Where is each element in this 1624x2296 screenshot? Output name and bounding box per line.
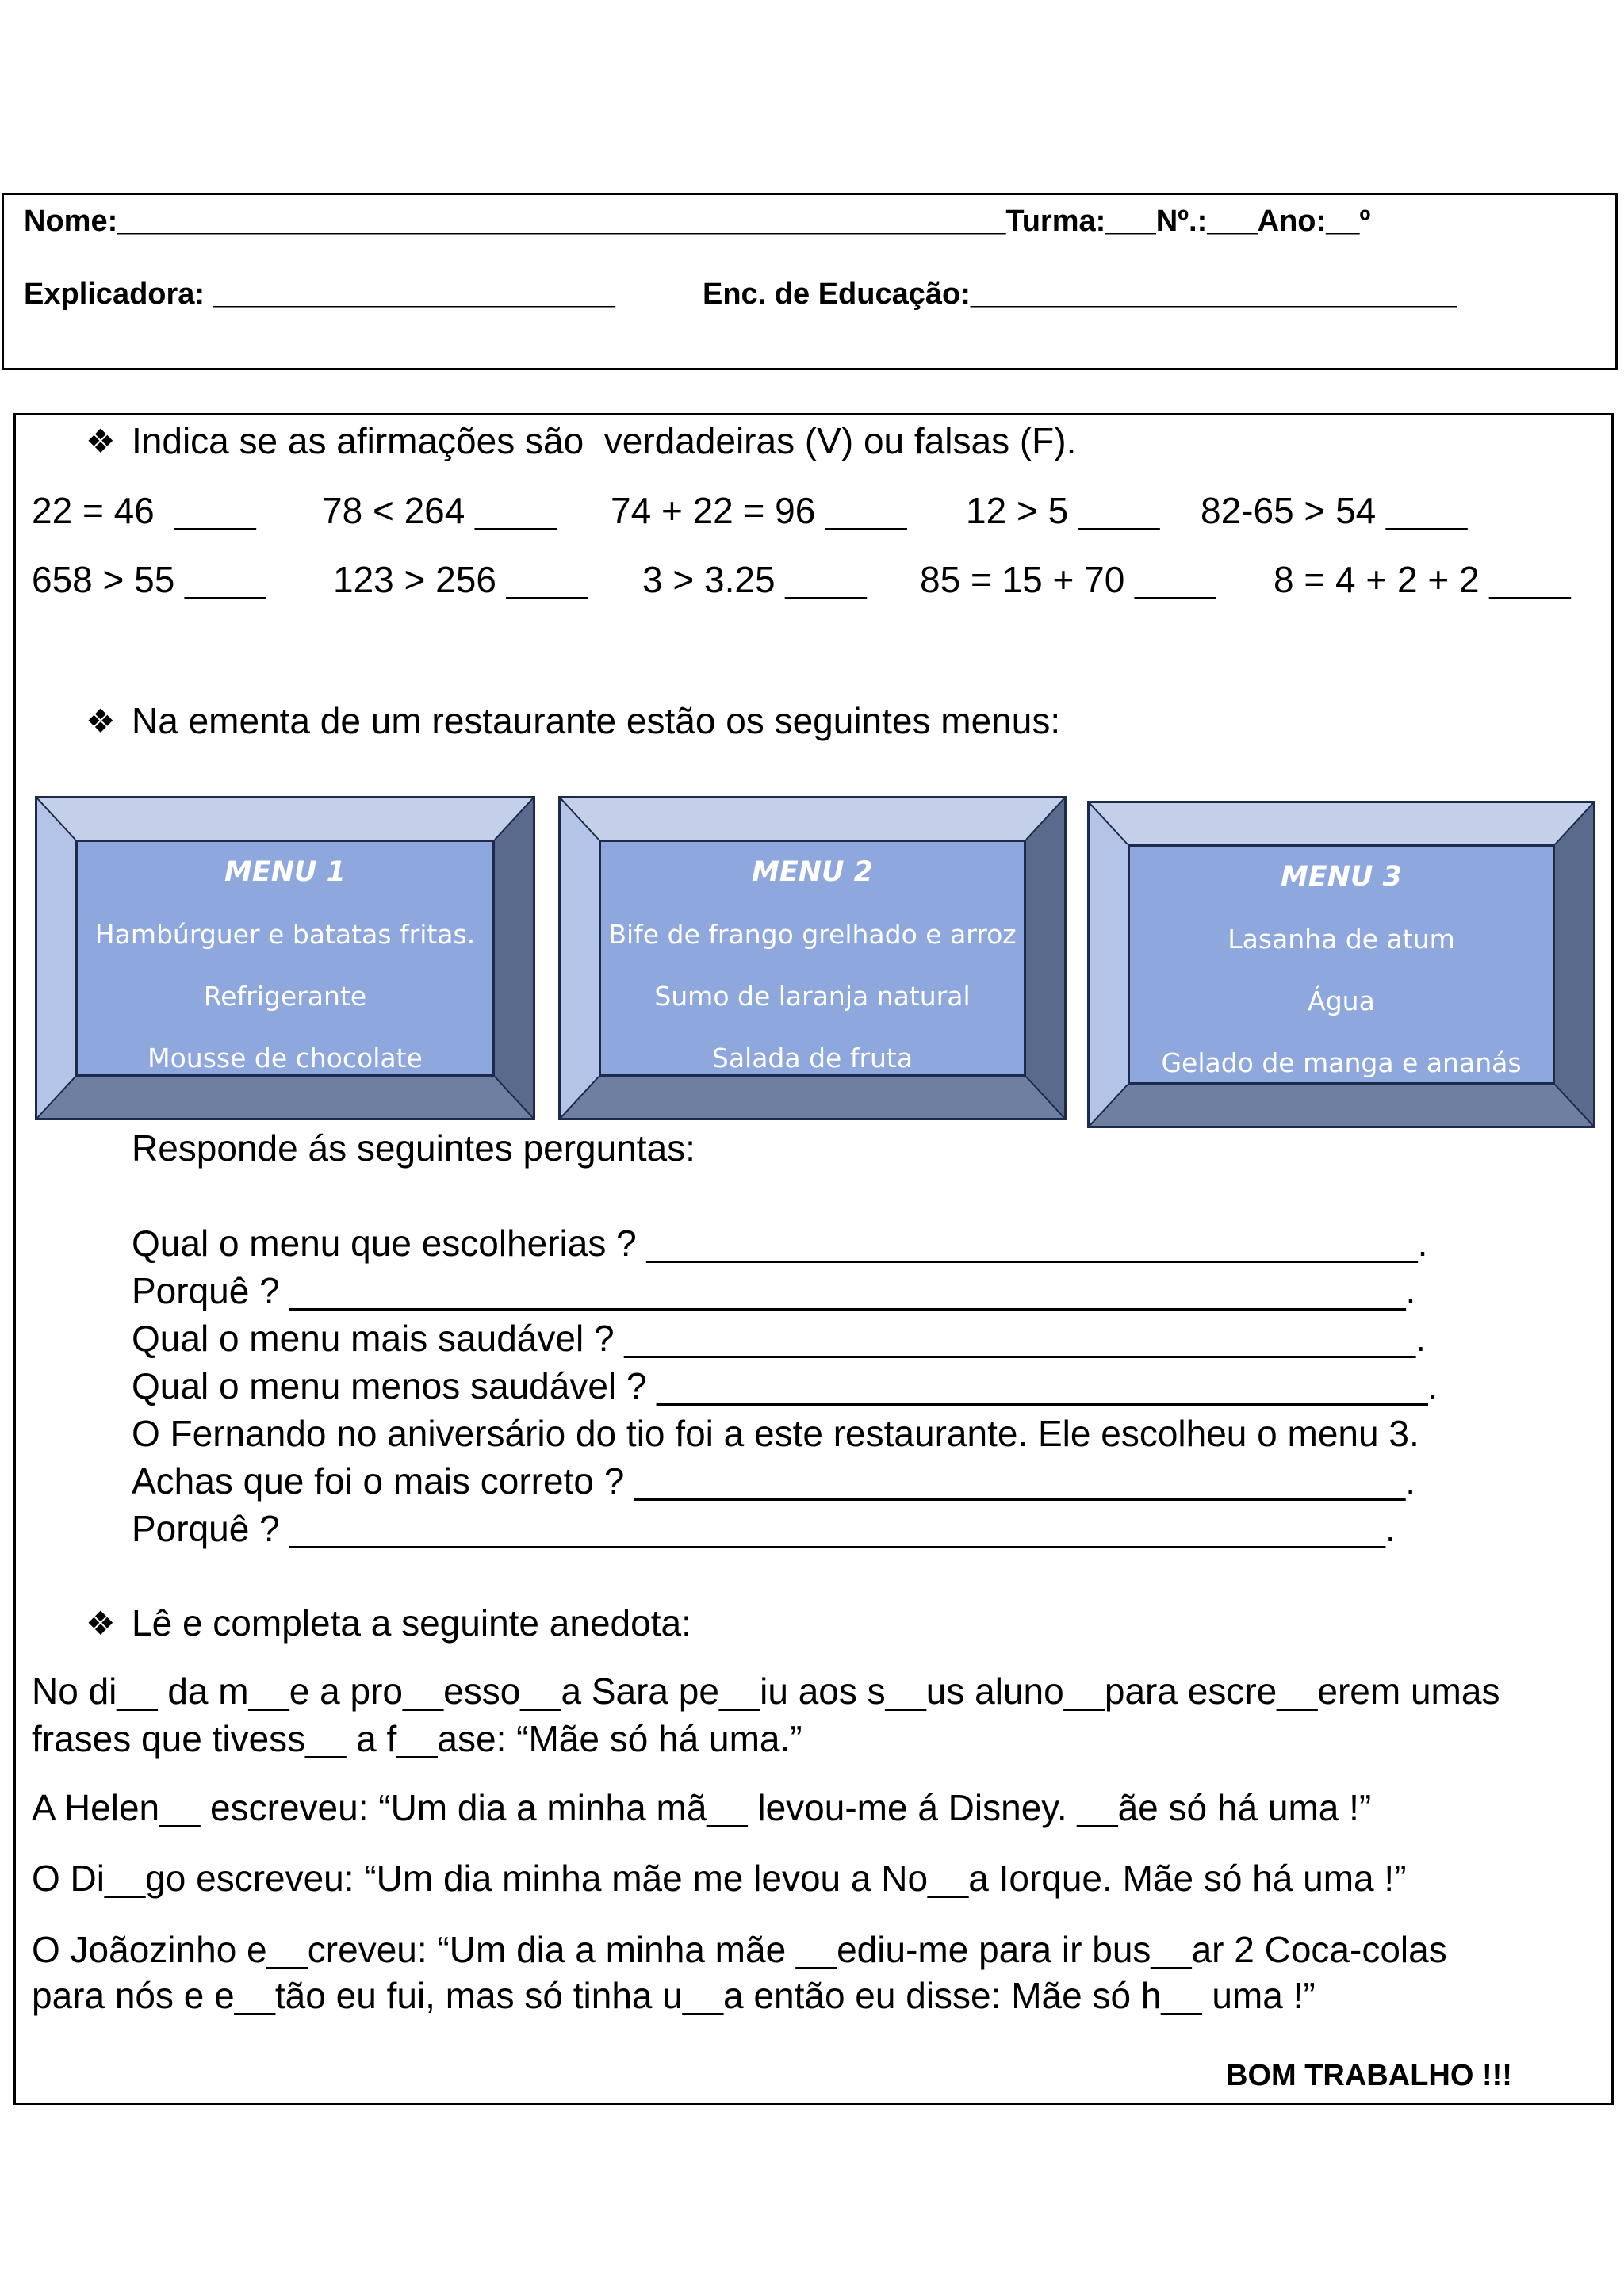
bullet-icon: ❖ bbox=[86, 423, 116, 460]
menu-title: MENU 2 bbox=[752, 856, 873, 888]
story-line: para nós e e__tão eu fui, mas só tinha u__a então eu disse: Mãe só h__ uma !” bbox=[32, 1975, 1316, 2016]
question-line: Porquê ? ______________________________________________________. bbox=[132, 1508, 1396, 1549]
story-line: frases que tivess__ a f__ase: “Mãe só há uma.” bbox=[32, 1718, 802, 1759]
menu-item: Mousse de chocolate bbox=[147, 1043, 423, 1073]
menu-item: Lasanha de atum bbox=[1228, 924, 1455, 955]
menu-item: Sumo de laranja natural bbox=[654, 981, 971, 1012]
statement: 3 > 3.25 ____ bbox=[642, 559, 867, 600]
menu-title: MENU 1 bbox=[224, 856, 346, 888]
statement: 123 > 256 ____ bbox=[333, 559, 588, 600]
menu-panel bbox=[75, 840, 495, 1077]
question-line: Achas que foi o mais correto ? ______________________________________. bbox=[132, 1460, 1416, 1502]
story-line: O Joãozinho e__creveu: “Um dia a minha mãe __ediu-me para ir bus__ar 2 Coca-colas bbox=[32, 1929, 1447, 1970]
menu-item: Hambúrguer e batatas fritas. bbox=[94, 919, 476, 950]
exercise3-instruction: Lê e completa a seguinte anedota: bbox=[132, 1602, 691, 1644]
questions-prompt: Responde ás seguintes perguntas: bbox=[132, 1127, 695, 1169]
menu-panel bbox=[1128, 844, 1555, 1085]
menu-card-2 bbox=[558, 796, 1067, 1120]
name-class-line: Nome:_____________________________________________________Turma:___Nº.:___Ano:__º bbox=[24, 205, 1371, 238]
menu-item: Salada de fruta bbox=[711, 1043, 914, 1073]
statement: 82-65 > 54 ____ bbox=[1201, 490, 1468, 531]
bullet-icon: ❖ bbox=[86, 1605, 116, 1642]
menu-item: Gelado de manga e ananás bbox=[1161, 1047, 1522, 1078]
exercise1-instruction: Indica se as afirmações são verdadeiras (V) ou falsas (F). bbox=[132, 420, 1077, 461]
menu-item: Água bbox=[1308, 985, 1375, 1016]
menu-item: Refrigerante bbox=[203, 981, 367, 1012]
story-line: No di__ da m__e a pro__esso__a Sara pe__iu aos s__us aluno__para escre__erem umas bbox=[32, 1670, 1500, 1712]
menu-card-1 bbox=[35, 796, 535, 1120]
statement: 78 < 264 ____ bbox=[322, 490, 557, 531]
menu-item: Bife de frango grelhado e arroz bbox=[608, 919, 1017, 950]
question-line: Qual o menu menos saudável ? ______________________________________. bbox=[132, 1365, 1438, 1406]
bullet-icon: ❖ bbox=[86, 702, 116, 740]
statement: 22 = 46 ____ bbox=[32, 490, 256, 531]
statement: 12 > 5 ____ bbox=[966, 490, 1160, 531]
statement: 74 + 22 = 96 ____ bbox=[611, 490, 907, 531]
question-line: Qual o menu que escolherias ? ______________________________________. bbox=[132, 1223, 1428, 1264]
exercise2-instruction: Na ementa de um restaurante estão os seguintes menus: bbox=[132, 700, 1061, 741]
tutor-guardian-line-b: Enc. de Educação:_____________________________ bbox=[703, 277, 1457, 311]
tutor-guardian-line-a: Explicadora: ________________________ bbox=[24, 277, 615, 311]
menu-panel bbox=[599, 840, 1026, 1077]
question-line: Porquê ? _______________________________________________________. bbox=[132, 1270, 1416, 1311]
menu-card-3 bbox=[1087, 801, 1595, 1128]
question-line: O Fernando no aniversário do tio foi a este restaurante. Ele escolheu o menu 3. bbox=[132, 1413, 1419, 1454]
story-line: A Helen__ escreveu: “Um dia a minha mã__ levou-me á Disney. __ãe só há uma !” bbox=[32, 1787, 1372, 1828]
closing-message: BOM TRABALHO !!! bbox=[1226, 2059, 1512, 2092]
menu-title: MENU 3 bbox=[1281, 861, 1402, 893]
statement: 658 > 55 ____ bbox=[32, 559, 266, 600]
statement: 85 = 15 + 70 ____ bbox=[920, 559, 1216, 600]
statement: 8 = 4 + 2 + 2 ____ bbox=[1274, 559, 1571, 600]
question-line: Qual o menu mais saudável ? _______________________________________. bbox=[132, 1318, 1426, 1359]
story-line: O Di__go escreveu: “Um dia minha mãe me levou a No__a Iorque. Mãe só há uma !” bbox=[32, 1858, 1407, 1899]
